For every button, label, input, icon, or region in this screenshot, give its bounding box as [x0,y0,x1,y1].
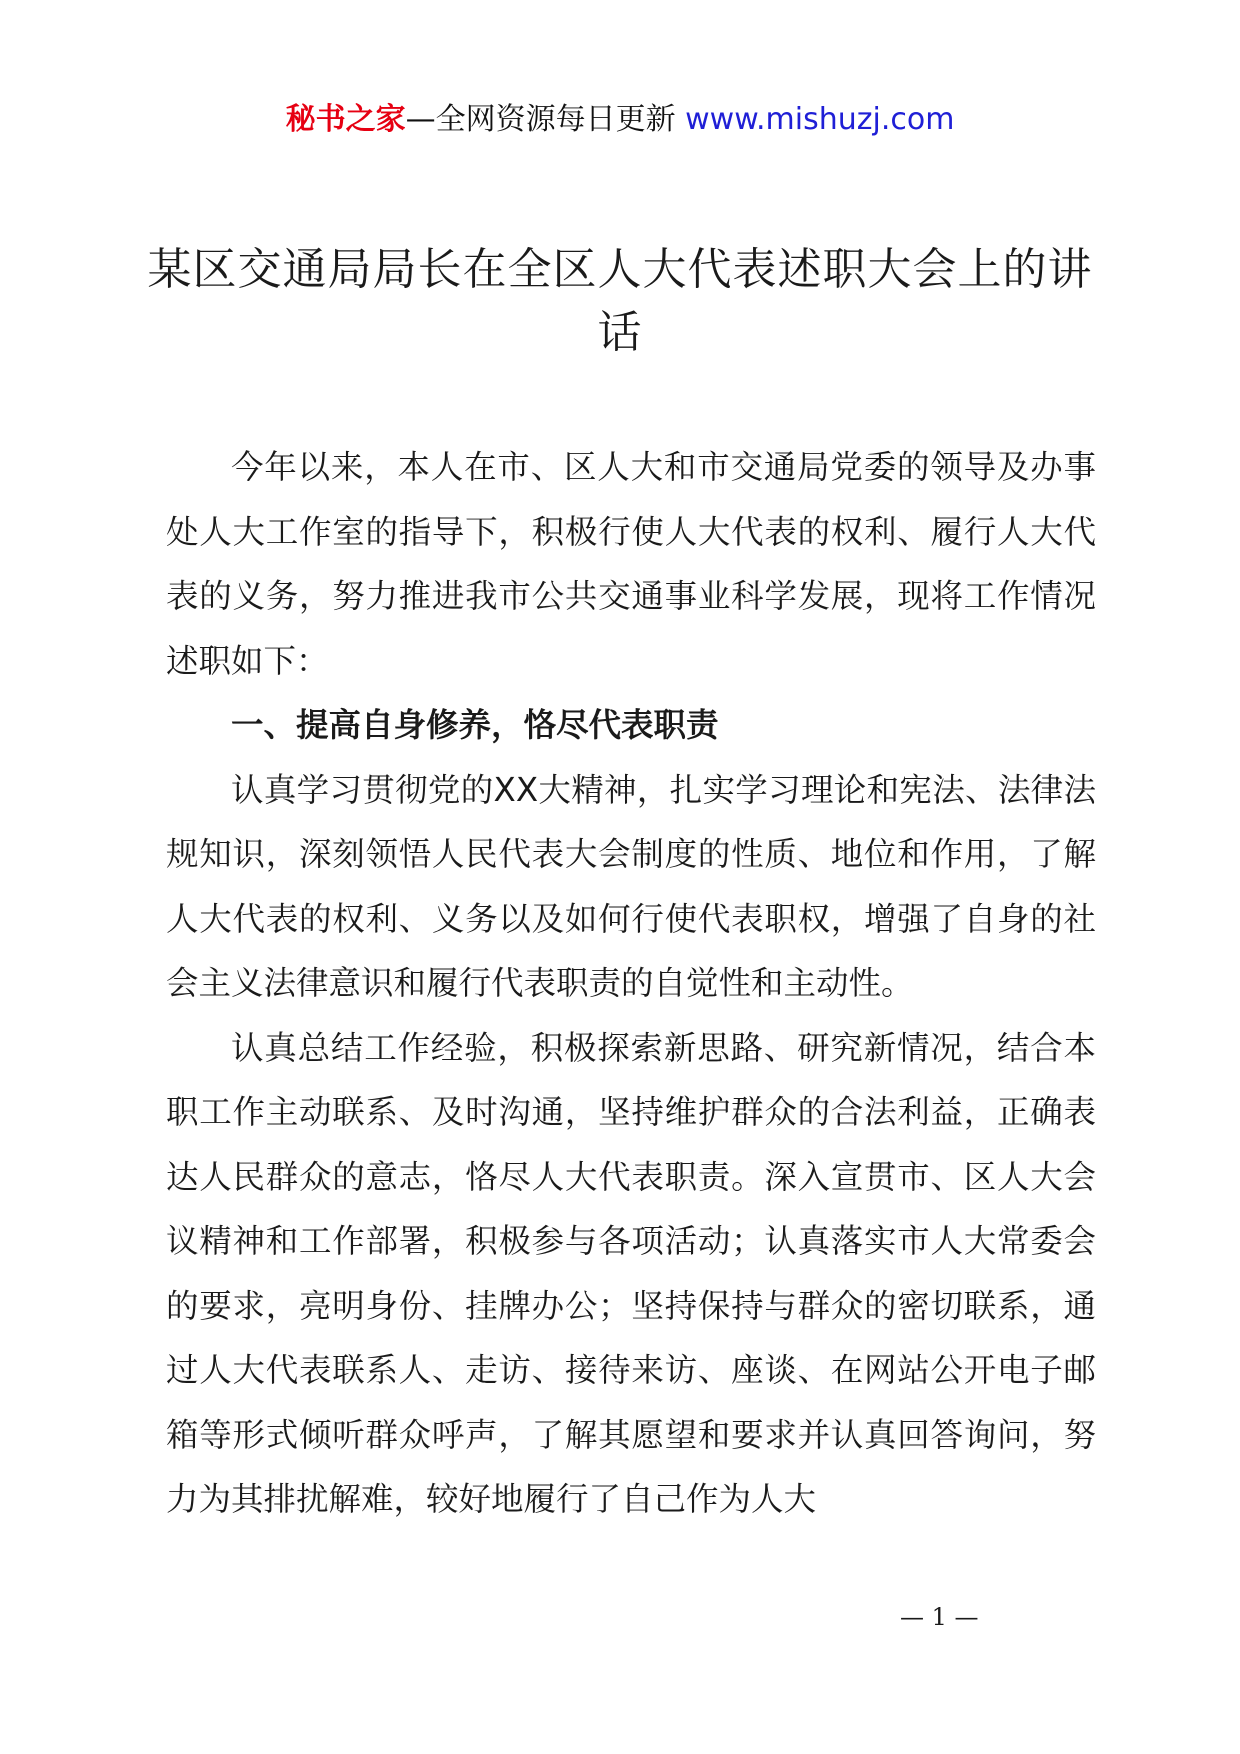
document-body [166,435,1096,1532]
section-heading: 一、提高自身修养，恪尽代表职责 [231,706,719,744]
body-paragraph: 认真学习贯彻党的XX大精神，扎实学习理论和宪法、法律法规知识，深刻领悟人民代表大会制度的性质、地位和作用，了解人大代表的权利、义务以及如何行使代表职权，增强了自身的社会主义法律意识和履行代表职责的自觉性和主动性。 [166,770,1096,1002]
document-title: 某区交通局局长在全区人大代表述职大会上的讲话 [147,244,1093,358]
site-url-link[interactable]: www.mishuzj.com [685,102,955,137]
site-banner [0,100,1240,140]
intro-paragraph: 今年以来，本人在市、区人大和市交通局党委的领导及办事处人大工作室的指导下，积极行使人大代表的权利、履行人大代表的义务，努力推进我市公共交通事业科学发展，现将工作情况述职如下： [166,448,1096,680]
brand-tagline: —全网资源每日更新 [405,102,676,137]
brand-name: 秘书之家 [285,102,406,137]
page-number: — 1 — [900,1603,979,1631]
body-paragraph: 认真总结工作经验，积极探索新思路、研究新情况，结合本职工作主动联系、及时沟通，坚持维护群众的合法利益，正确表达人民群众的意志，恪尽人大代表职责。深入宣贯市、区人大会议精神和工作部署，积极参与各项活动；认真落实市人大常委会的要求，亮明身份、挂牌办公；坚持保持与群众的密切联系，通过人大代表联系人、走访、接待来访、座谈、在网站公开电子邮箱等形式倾听群众呼声，了解其愿望和要求并认真回答询问，努力为其排扰解难，较好地履行了自己作为人大 [166,1028,1096,1518]
